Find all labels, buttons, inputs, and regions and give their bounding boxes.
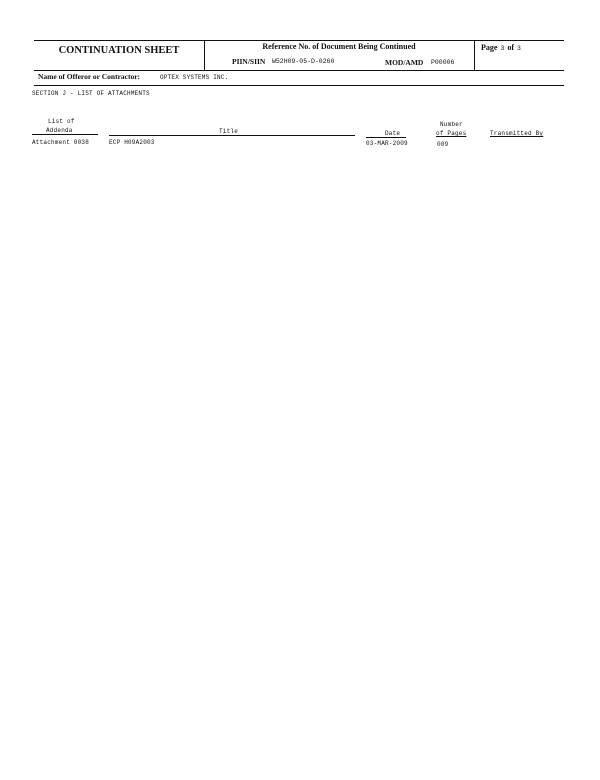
header-date: Date (385, 130, 401, 137)
header-title: Title (219, 128, 239, 135)
header-of-pages: of Pages (436, 130, 467, 137)
header-divider (34, 70, 564, 71)
header-list-of: List of (48, 118, 75, 125)
mod-value: P00006 (431, 59, 455, 66)
header-number: Number (440, 121, 463, 128)
header-title-underline (109, 135, 355, 136)
page-current: 3 (500, 45, 505, 52)
section-title: SECTION J - LIST OF ATTACHMENTS (32, 90, 150, 97)
sheet-title: CONTINUATION SHEET (58, 45, 180, 56)
offeror-divider (34, 85, 564, 86)
page-of-label: of (507, 43, 515, 52)
reference-title: Reference No. of Document Being Continued (262, 42, 416, 51)
page-indicator (481, 43, 524, 52)
piin-label: PIIN/SIIN (232, 57, 266, 66)
header-addenda-underline (32, 134, 98, 135)
piin-value: W52H09-05-D-0260 (272, 58, 335, 65)
header-transmitted-by: Transmitted By (490, 130, 544, 137)
row-pages: 009 (437, 141, 449, 148)
header-divider-right (474, 40, 475, 70)
header-date-underline (366, 137, 406, 138)
offeror-value: OPTEX SYSTEMS INC. (160, 74, 229, 81)
page-label: Page (481, 43, 498, 52)
row-date: 03-MAR-2009 (366, 140, 408, 147)
offeror-label: Name of Offeror or Contractor: (38, 72, 141, 81)
header-addenda: Addenda (46, 127, 73, 134)
page-total: 3 (517, 45, 521, 52)
row-addenda: Attachment 0038 (32, 139, 90, 146)
mod-label: MOD/AMD (385, 58, 424, 67)
row-title: ECP H09A2003 (109, 139, 155, 146)
